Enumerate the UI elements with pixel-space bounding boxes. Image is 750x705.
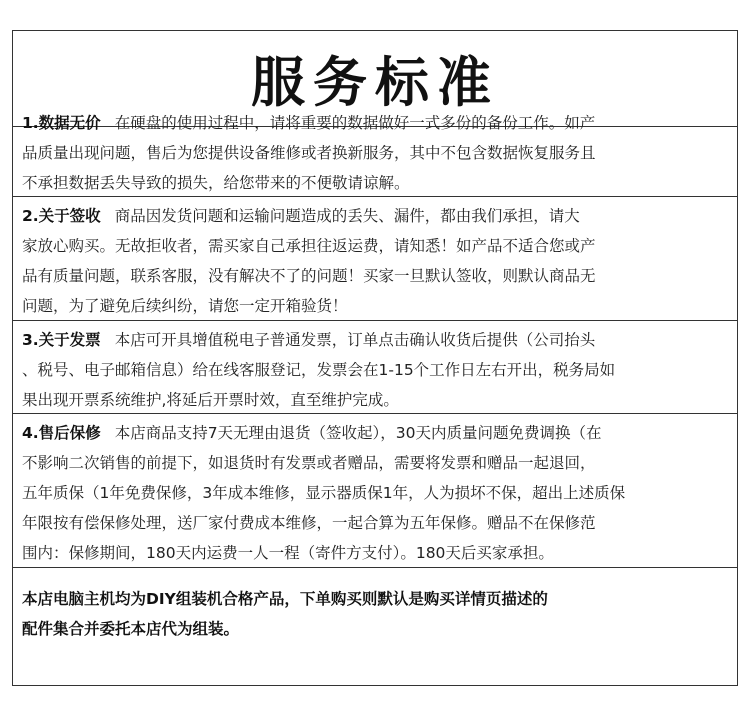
section-line: 家放心购买。无故拒收者，需买家自己承担往返运费，请知悉！如产品不适合您或产	[22, 237, 596, 255]
section-text: 本店商品支持7天无理由退货（签收起），30天内质量问题免费调换（在	[114, 424, 602, 442]
section-text: 在硬盘的使用过程中，请将重要的数据做好一式多份的备份工作。如产	[114, 114, 596, 132]
section-line	[22, 325, 728, 355]
footer-line: 配件集合并委托本店代为组装。	[22, 620, 240, 638]
section-heading: 2.关于签收	[22, 207, 101, 225]
footer-note	[12, 576, 738, 656]
section-line	[22, 418, 728, 448]
section-data-value	[12, 104, 738, 197]
section-line: 问题，为了避免后续纠纷，请您一定开箱验货！	[22, 297, 348, 315]
section-line	[22, 201, 728, 231]
section-text: 商品因发货问题和运输问题造成的丢失、漏件，都由我们承担，请大	[114, 207, 580, 225]
section-after-sales	[12, 414, 738, 568]
section-line: 年限按有偿保修处理，送厂家付费成本维修，一起合算为五年保修。赠品不在保修范	[22, 514, 596, 532]
section-invoice	[12, 321, 738, 414]
section-line: 不承担数据丢失导致的损失，给您带来的不便敬请谅解。	[22, 174, 410, 192]
section-heading: 1.数据无价	[22, 114, 101, 132]
section-line: 品有质量问题，联系客服，没有解决不了的问题！买家一旦默认签收，则默认商品无	[22, 267, 596, 285]
section-heading: 4.售后保修	[22, 424, 101, 442]
section-heading: 3.关于发票	[22, 331, 101, 349]
section-line: 果出现开票系统维护,将延后开票时效，直至维护完成。	[22, 391, 399, 409]
section-receipt	[12, 197, 738, 321]
section-line: 不影响二次销售的前提下，如退货时有发票或者赠品，需要将发票和赠品一起退回，	[22, 454, 596, 472]
section-line: 五年质保（1年免费保修，3年成本维修，显示器质保1年，人为损坏不保，超出上述质保	[22, 484, 626, 502]
section-text: 本店可开具增值税电子普通发票，订单点击确认收货后提供（公司抬头	[114, 331, 596, 349]
section-line	[22, 108, 728, 138]
footer-line: 本店电脑主机均为DIY组装机合格产品，下单购买则默认是购买详情页描述的	[22, 590, 548, 608]
section-line: 、税号、电子邮箱信息）给在线客服登记，发票会在1-15个工作日左右开出，税务局如	[22, 361, 616, 379]
section-line: 品质量出现问题，售后为您提供设备维修或者换新服务，其中不包含数据恢复服务且	[22, 144, 596, 162]
page-title: 服务标准	[251, 51, 499, 114]
section-line: 围内：保修期间，180天内运费一人一程（寄件方支付）。180天后买家承担。	[22, 544, 554, 562]
